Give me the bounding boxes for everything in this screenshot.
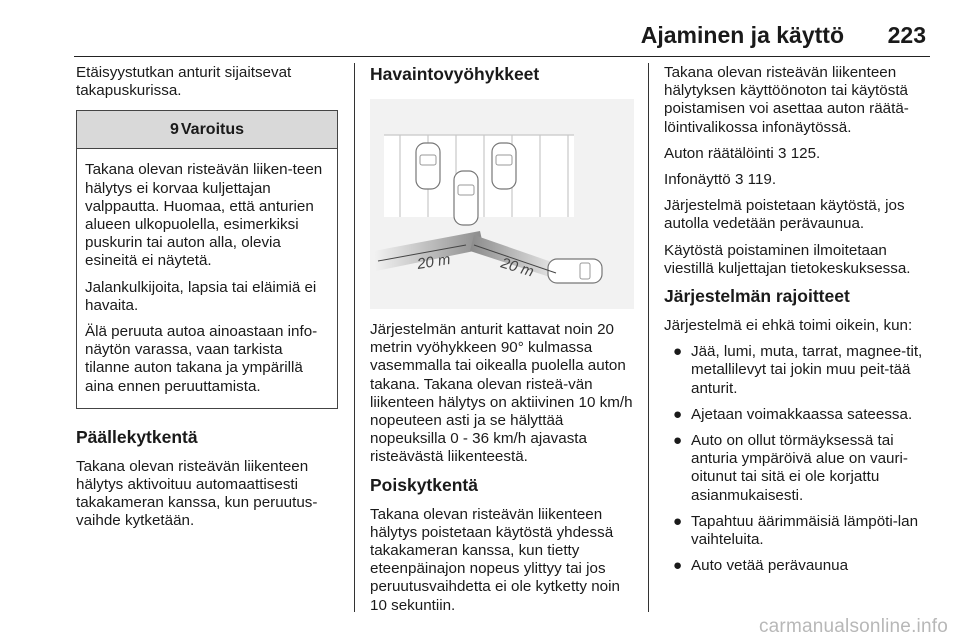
cross-reference: Infonäyttö 3 119. — [664, 171, 777, 189]
list-item: ● Jää, lumi, muta, tarrat, magnee-tit, metallilevyt tai jokin muu peit-tää anturit. — [673, 343, 923, 397]
list-item: ● Auto on ollut törmäyksessä tai anturia ympäröivä alue on vauri-oitunut tai sitä ei ole korjattu asianmukaisesti. — [673, 432, 908, 504]
section-heading: Havaintovyöhykkeet — [370, 64, 540, 84]
body-text: Järjestelmän anturit kattavat noin 20 metrin vyöhykkeen 90° kulmassa vasemmalla tai oikealla puolella auton takana. Takana olevan risteä-vän liikenteen hälytys on aktiivinen 10 km/h nopeuteen asti ja se hälyttää nopeuksilla 0 - 36 km/h ajavasta risteävästä liikenteestä. — [370, 321, 633, 466]
crossing-car — [548, 259, 602, 283]
column-left — [76, 64, 338, 539]
page-header — [74, 0, 930, 57]
section-heading: Järjestelmän rajoitteet — [664, 286, 850, 307]
header-title: Ajaminen ja käyttö — [640, 22, 844, 48]
page-reference: 125. — [790, 144, 821, 162]
detection-zone-illustration — [370, 99, 634, 309]
list-item: ● Ajetaan voimakkaassa sateessa. — [673, 405, 913, 423]
parked-car — [492, 143, 516, 189]
body-text: Takana olevan risteävän liikenteen hälytys poistetaan käytöstä yhdessä takakameran kanssa, kun tietty eteenpäinajon nopeus ylittyy tai jos peruutusvaihdetta ei ole kytketty noin 10 sekuntiin. — [370, 505, 620, 614]
section-heading: Päällekytkentä — [76, 426, 198, 447]
bullet-icon: ● — [673, 405, 683, 423]
limitations-list — [664, 343, 929, 575]
warning-body — [77, 149, 337, 407]
column-divider — [354, 63, 355, 612]
column-middle — [370, 64, 634, 623]
parked-car — [416, 143, 440, 189]
warning-box — [76, 110, 338, 408]
intro-text: Etäisyystutkan anturit sijaitsevat takapuskurissa. — [76, 64, 292, 100]
warning-paragraph: Jalankulkijoita, lapsia tai eläimiä ei havaita. — [85, 278, 317, 314]
section-heading: Poiskytkentä — [370, 474, 478, 495]
column-divider — [648, 63, 649, 612]
warning-header — [77, 111, 337, 149]
left-range-label: 20 m — [415, 250, 452, 273]
page-reference: 119. — [747, 171, 777, 189]
parking-diagram — [370, 99, 634, 309]
bullet-icon: ● — [673, 512, 683, 530]
bullet-icon: ● — [673, 557, 683, 575]
body-text: Järjestelmä poistetaan käytöstä, jos autolla vedetään perävaunua. — [664, 197, 905, 233]
cross-reference: Auton räätälöinti 3 125. — [664, 144, 821, 162]
reference-arrow-icon: 3 — [734, 171, 744, 189]
lead-text: Järjestelmä ei ehkä toimi oikein, kun: — [664, 317, 913, 335]
bullet-icon: ● — [673, 343, 683, 361]
watermark: carmanualsonline.info — [758, 616, 948, 637]
right-range-label: 20 m — [498, 254, 536, 281]
parking-area — [384, 135, 574, 217]
reference-arrow-icon: 3 — [778, 144, 787, 162]
body-text: Takana olevan risteävän liikenteen hälytys aktivoituu automaattisesti takakameran kanssa, kun peruutus-vaihde kytketään. — [76, 457, 318, 530]
reversing-car — [454, 171, 478, 225]
warning-paragraph: Älä peruuta autoa ainoastaan info-näytön varassa, vaan tarkista tilanne auton takana ja ympärillä aina ennen peruuttamista. — [85, 323, 318, 395]
warning-icon: 9 — [169, 120, 179, 138]
list-item: ● Tapahtuu äärimmäisiä lämpöti-lan vaihteluita. — [673, 512, 919, 549]
body-text: Takana olevan risteävän liikenteen hälytyksen käyttöönoton tai käytöstä poistamisen voi asettaa auton räätä-löintivalikossa infonäytössä. — [664, 64, 909, 136]
warning-paragraph: Takana olevan risteävän liiken-teen hälytys ei korvaa kuljettajan valppautta. Huomaa, että anturien alueen ulkopuolella, esimerkiksi puskurin tai auton alla, olevia esineitä ei näytetä. — [85, 161, 323, 270]
warning-title: Varoitus — [180, 120, 245, 138]
list-item: ● Auto vetää perävaunua — [673, 557, 849, 575]
body-text: Käytöstä poistaminen ilmoitetaan viestillä kuljettajan tietokeskuksessa. — [664, 241, 911, 277]
page-number: 223 — [887, 22, 926, 48]
column-right — [664, 64, 929, 583]
bullet-icon: ● — [673, 432, 683, 450]
